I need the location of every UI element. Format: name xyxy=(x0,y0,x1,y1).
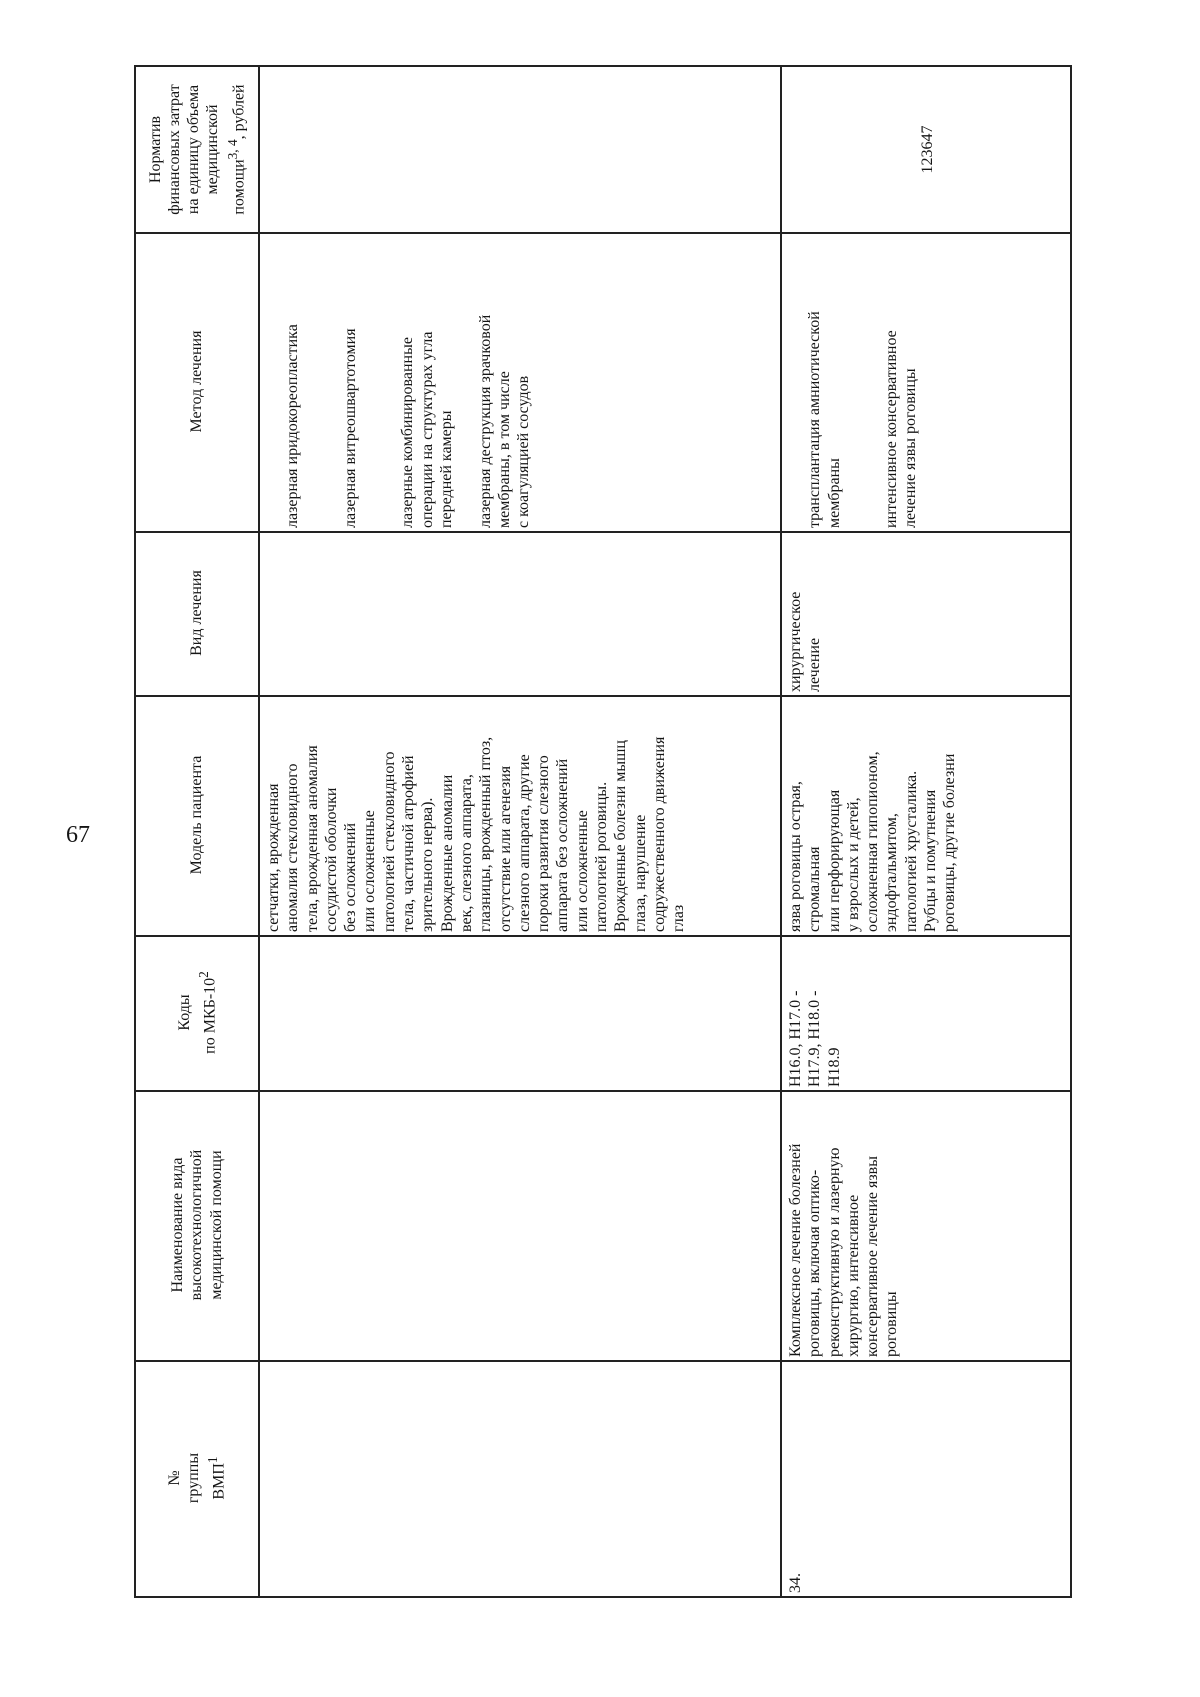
row2-group-text: 34. xyxy=(787,1573,804,1593)
row2-model-text: язва роговицы острая, стромальная или перфорирующая у взрослых и детей, осложненная гипопионом, эндофтальмитом, патологией хрусталика. Рубцы и помутнения роговицы, другие болезни xyxy=(787,751,959,932)
row2-kind-text: хирургическое лечение xyxy=(787,591,824,692)
header-norm-label: Норматив финансовых затрат на единицу объема медицинской помощи xyxy=(146,84,248,215)
row2-name-text: Комплексное лечение болезней роговицы, включая оптико- реконструктивную и лазерную хирургию, интенсивное консервативное лечение язвы роговицы xyxy=(787,1143,901,1357)
method-item: трансплантация амниотической мембраны xyxy=(806,311,843,528)
method-item: интенсивное консервативное лечение язвы роговицы xyxy=(883,330,920,528)
row2-method xyxy=(782,232,1070,531)
row2-codes-text: H16.0, H17.0 - H17.9, H18.0 - H18.9 xyxy=(787,990,843,1087)
services-table xyxy=(134,65,1072,1598)
method-item: лазерные комбинированные операции на структурах угла передней камеры xyxy=(399,331,456,528)
header-kind xyxy=(136,531,258,695)
row2-norm-value: 123647 xyxy=(919,125,937,174)
header-group xyxy=(136,1360,258,1596)
header-codes-label: Коды по МКБ-10 xyxy=(175,977,219,1054)
header-codes xyxy=(136,935,258,1090)
row1-method xyxy=(260,232,780,531)
method-item: лазерная витреошвартотомия xyxy=(341,328,359,528)
header-method-label: Метод лечения xyxy=(188,330,206,433)
row2-name xyxy=(782,1090,1070,1360)
header-name-label: Наименование вида высокотехнологичной медицинской помощи xyxy=(169,1149,225,1301)
header-model-label: Модель пациента xyxy=(188,755,206,875)
row2-norm xyxy=(782,67,1070,232)
header-group-footnote: 1 xyxy=(205,1456,221,1464)
header-norm-footnote: 3, 4 xyxy=(224,139,240,160)
row2-codes xyxy=(782,935,1070,1090)
row2-model xyxy=(782,695,1070,935)
page-number: 67 xyxy=(66,822,90,848)
method-item: лазерная деструкция зрачковой мембраны, в том числе с коагуляцией сосудов xyxy=(476,314,533,528)
row2-group xyxy=(782,1360,1070,1596)
header-codes-footnote: 2 xyxy=(195,971,211,978)
method-item: лазерная иридокореопластика xyxy=(284,324,302,528)
header-group-label: № группы ВМП xyxy=(165,1452,228,1504)
row2-kind xyxy=(782,531,1070,695)
header-norm xyxy=(136,67,258,232)
header-method xyxy=(136,232,258,531)
header-kind-label: Вид лечения xyxy=(188,570,206,656)
header-norm-tail: , рублей xyxy=(230,84,248,140)
header-model xyxy=(136,695,258,935)
header-name xyxy=(136,1090,258,1360)
row1-model xyxy=(260,695,780,935)
row1-model-text: сетчатки, врожденная аномалия стекловидного тела, врожденная аномалия сосудистой оболочки без осложнений или осложненные патологией стекловидного тела, частичной атрофией зрительного нерва). Врожденные аномалии век, слезного аппарата, глазницы, врожденный птоз, отсутствие или агенезия слезного аппарата, другие пороки развития слезного аппарата без осложнений или осложненные патологией роговицы. Врожденные болезни мышц глаза, нарушение содружественного движения глаз xyxy=(265,736,688,932)
